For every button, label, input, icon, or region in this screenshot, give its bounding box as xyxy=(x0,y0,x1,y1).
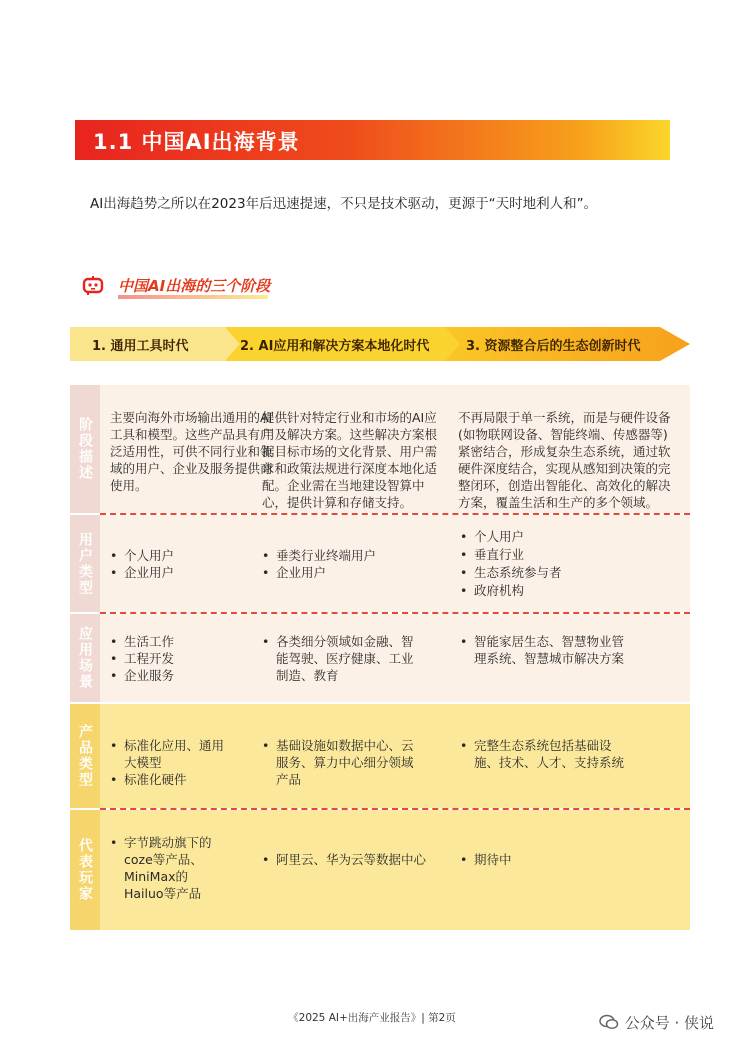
wechat-icon xyxy=(599,1014,619,1030)
row-header: 产品类型 xyxy=(70,704,100,808)
table-cell: • 个人用户 • 企业用户 xyxy=(110,547,260,581)
page-title: 1.1 中国AI出海背景 xyxy=(93,130,300,154)
table-cell: • 智能家居生态、智慧物业管理系统、智慧城市解决方案 xyxy=(460,633,632,667)
table-cell: • 完整生态系统包括基础设施、技术、人才、支持系统 xyxy=(460,737,632,771)
table-cell: • 基础设施如数据中心、云服务、算力中心细分领域产品 xyxy=(262,737,424,788)
stages-table xyxy=(70,385,690,930)
section-label: 中国AI出海的三个阶段 xyxy=(118,277,271,295)
row-header: 阶段描述 xyxy=(70,385,100,513)
page-footer: 《2025 AI+出海产业报告》| 第2页 xyxy=(288,1012,456,1024)
table-cell: • 阿里云、华为云等数据中心 xyxy=(262,851,462,868)
stage-1-label: 1. 通用工具时代 xyxy=(92,339,189,354)
intro-text: AI出海趋势之所以在2023年后迅速提速，不只是技术驱动，更源于“天时地利人和”。 xyxy=(90,196,598,212)
table-cell: • 期待中 xyxy=(460,851,632,868)
table-row xyxy=(70,704,690,808)
table-cell: 提供针对特定行业和市场的AI应用及解决方案。这些解决方案根据目标市场的文化背景、用户需求和政策法规进行深度本地化适配。企业需在当地建设智算中心，提供计算和存储支持。 xyxy=(262,410,438,510)
table-cell: 主要向海外市场输出通用的AI工具和模型。这些产品具有广泛适用性，可供不同行业和领域的用户、企业及服务提供商使用。 xyxy=(110,410,273,493)
watermark-text: 公众号 · 侠说 xyxy=(624,1014,714,1032)
stage-3-label: 3. 资源整合后的生态创新时代 xyxy=(466,339,641,354)
row-header: 用户类型 xyxy=(70,515,100,612)
table-row xyxy=(70,810,690,930)
stage-2-label: 2. AI应用和解决方案本地化时代 xyxy=(240,339,430,354)
robot-icon xyxy=(82,274,104,296)
table-row xyxy=(70,385,690,513)
title-bar xyxy=(75,120,670,160)
table-cell: • 各类细分领域如金融、智能驾驶、医疗健康、工业制造、教育 xyxy=(262,633,424,684)
table-cell: • 字节跳动旗下的coze等产品、MiniMax的Hailuo等产品 xyxy=(110,834,222,902)
table-row xyxy=(70,614,690,702)
wechat-watermark xyxy=(599,1012,714,1033)
table-cell: 不再局限于单一系统，而是与硬件设备(如物联网设备、智能终端、传感器等)紧密结合，形成复杂生态系统，通过软硬件深度结合，实现从感知到决策的完整闭环，创造出智能化、高效化的解决方案，覆盖生活和生产的多个领域。 xyxy=(458,410,671,510)
table-cell: • 标准化应用、通用大模型 • 标准化硬件 xyxy=(110,737,230,788)
row-header: 应用场景 xyxy=(70,614,100,702)
table-cell: • 生活工作 • 工程开发 • 企业服务 xyxy=(110,633,260,684)
table-cell: • 个人用户 • 垂直行业 • 生态系统参与者 • 政府机构 xyxy=(460,528,682,600)
table-cell: • 垂类行业终端用户 • 企业用户 xyxy=(262,547,440,581)
row-header: 代表玩家 xyxy=(70,810,100,930)
table-row xyxy=(70,515,690,612)
